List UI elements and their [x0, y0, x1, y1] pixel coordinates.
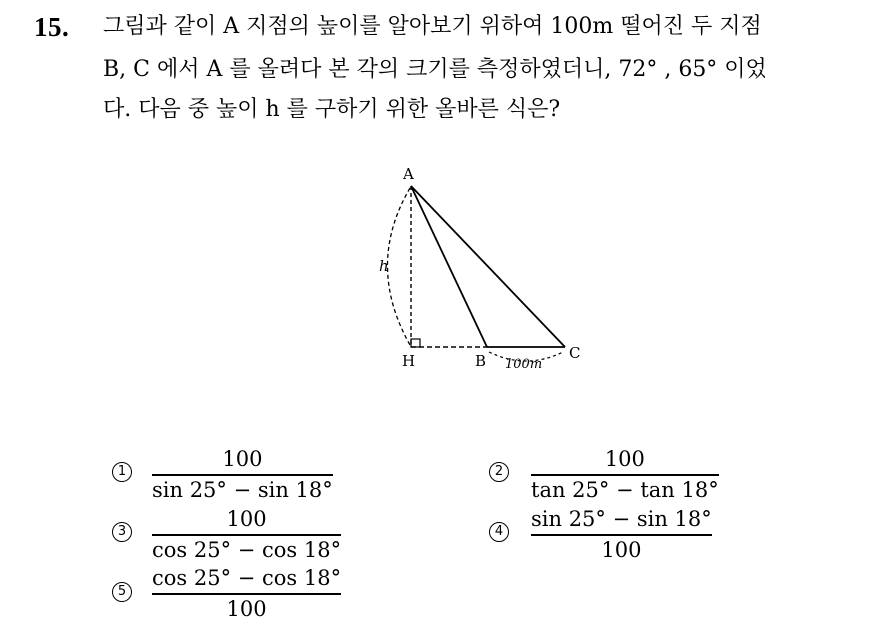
question-text-line-3: 다. 다음 중 높이 h 를 구하기 위한 올바른 식은?	[103, 97, 561, 122]
question-text-line-2: B, C 에서 A 를 올려다 본 각의 크기를 측정하였더니, 72° , 65° 이었	[103, 57, 767, 82]
option-5-number: 5	[112, 582, 132, 602]
option-2-numerator: 100	[604, 447, 645, 471]
option-4-fraction-bar	[531, 534, 712, 536]
label-point-c: C	[569, 344, 581, 362]
option-5-numerator: cos 25° − cos 18°	[152, 566, 342, 590]
side-line-ac	[411, 186, 565, 347]
option-3-numerator: 100	[226, 507, 267, 531]
option-3-fraction-bar	[152, 534, 341, 536]
option-4-marker[interactable]	[489, 522, 509, 542]
option-4-numerator: sin 25° − sin 18°	[531, 507, 712, 531]
label-height-h: h	[379, 257, 389, 275]
option-1-marker[interactable]	[112, 462, 132, 482]
side-line-ab	[411, 186, 487, 347]
label-point-a: A	[403, 165, 414, 183]
option-1-fraction[interactable]	[152, 447, 333, 502]
question-text-line-1: 그림과 같이 A 지점의 높이를 알아보기 위하여 100m 떨어진 두 지점	[103, 14, 762, 39]
option-4-number: 4	[489, 522, 509, 542]
option-2-number: 2	[489, 462, 509, 482]
option-5-fraction[interactable]	[152, 566, 341, 621]
option-3-denominator: cos 25° − cos 18°	[152, 537, 342, 562]
option-5-denominator: 100	[226, 596, 267, 621]
option-4-denominator: 100	[601, 537, 642, 562]
label-point-b: B	[475, 352, 487, 370]
label-distance: 100m	[505, 357, 543, 372]
option-3-fraction[interactable]	[152, 507, 341, 562]
option-4-fraction[interactable]	[531, 507, 712, 562]
height-brace	[388, 188, 411, 345]
option-2-marker[interactable]	[489, 462, 509, 482]
label-point-h: H	[402, 352, 416, 370]
option-2-denominator: tan 25° − tan 18°	[531, 477, 719, 502]
option-3-number: 3	[112, 522, 132, 542]
right-angle-marker	[411, 339, 420, 347]
option-2-fraction-bar	[531, 474, 719, 476]
option-5-marker[interactable]	[112, 582, 132, 602]
option-1-number: 1	[112, 462, 132, 482]
option-1-denominator: sin 25° − sin 18°	[152, 477, 333, 502]
option-1-fraction-bar	[152, 474, 333, 476]
option-1-numerator: 100	[222, 447, 263, 471]
option-5-fraction-bar	[152, 593, 341, 595]
question-number: 15.	[34, 12, 70, 42]
option-3-marker[interactable]	[112, 522, 132, 542]
option-2-fraction[interactable]	[531, 447, 719, 502]
